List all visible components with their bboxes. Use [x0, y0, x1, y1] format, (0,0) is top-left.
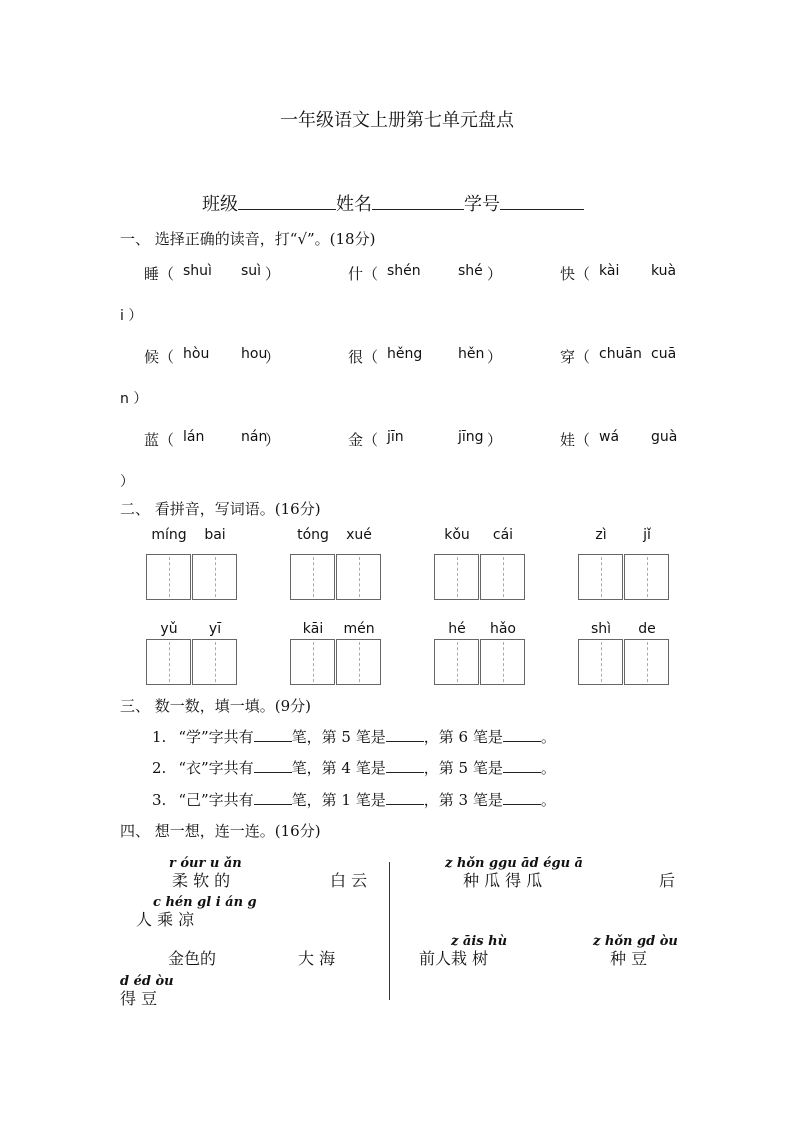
char-label: 什（	[348, 265, 379, 283]
pinyin-dedou: d éd òu	[120, 974, 174, 989]
pinyin-option-b[interactable]: nán	[241, 429, 268, 445]
pinyin-prompt: cái	[492, 527, 514, 543]
pinyin-option-b[interactable]: hěn	[458, 346, 485, 362]
pinyin-option-b[interactable]: shé	[458, 263, 483, 279]
item-number: 1.	[152, 728, 167, 746]
writing-box[interactable]	[336, 554, 381, 600]
pinyin-prompt: xué	[346, 527, 372, 543]
close-paren: ）	[265, 265, 281, 283]
item-text: ，第 3 笔是	[423, 791, 503, 809]
pinyin-option-b[interactable]: suì	[241, 263, 262, 279]
section-2-heading: 二、 看拼音，写词语。(16分)	[120, 500, 321, 518]
pinyin-prompt: hǎo	[489, 621, 517, 637]
pinyin-zhongdou: z hǒn gd òu	[593, 934, 678, 949]
item-text: 笔，第 5 笔是	[291, 728, 386, 746]
wrapped-text: n ）	[120, 391, 148, 407]
item-text: 笔，第 4 笔是	[291, 759, 386, 777]
close-paren: ）	[487, 265, 503, 283]
pinyin-prompt: míng	[151, 527, 187, 543]
char-label: 蓝（	[144, 431, 175, 449]
stroke-blank-2[interactable]	[503, 790, 541, 805]
pinyin-zhongguadegua: z hǒn ggu ād égu ā	[445, 856, 583, 871]
pinyin-option-a[interactable]: hěng	[387, 346, 423, 362]
writing-box[interactable]	[480, 554, 525, 600]
word-jinsede[interactable]: 金色的	[168, 949, 217, 968]
item-number: 3.	[152, 791, 167, 809]
wrapped-text: i ）	[120, 308, 143, 324]
student-info-line	[202, 190, 584, 216]
close-paren: ）	[265, 348, 281, 366]
pinyin-option-a[interactable]: kài	[599, 263, 620, 279]
pinyin-option-a[interactable]: lán	[183, 429, 205, 445]
pinyin-option-b[interactable]: cuā	[651, 346, 677, 362]
item-text: “学”字共有	[178, 728, 254, 746]
pinyin-prompt: mén	[343, 621, 375, 637]
number-label: 学号	[464, 194, 500, 215]
item-text: “衣”字共有	[178, 759, 254, 777]
stroke-blank-2[interactable]	[503, 758, 541, 773]
pinyin-option-a[interactable]: shén	[387, 263, 421, 279]
fill-item	[152, 789, 556, 810]
stroke-count-blank[interactable]	[254, 790, 292, 805]
writing-box[interactable]	[290, 639, 335, 685]
stroke-blank-1[interactable]	[386, 758, 424, 773]
item-number: 2.	[152, 759, 167, 777]
word-dahai[interactable]: 大 海	[298, 949, 336, 968]
pinyin-prompt: kāi	[302, 621, 324, 637]
writing-box[interactable]	[192, 639, 237, 685]
word-zhongdou[interactable]: 种 豆	[610, 949, 648, 968]
word-qianrenzaishu[interactable]: 前人栽 树	[419, 949, 489, 968]
name-blank[interactable]	[372, 191, 464, 210]
number-blank[interactable]	[500, 191, 584, 210]
writing-box[interactable]	[578, 554, 623, 600]
writing-box[interactable]	[192, 554, 237, 600]
word-renchengliang[interactable]: 人 乘 凉	[136, 910, 195, 929]
char-label: 快（	[560, 265, 591, 283]
stroke-count-blank[interactable]	[254, 727, 292, 742]
pinyin-option-a[interactable]: wá	[599, 429, 620, 445]
char-label: 候（	[144, 348, 175, 366]
stroke-blank-2[interactable]	[503, 727, 541, 742]
pinyin-option-b[interactable]: guà	[651, 429, 678, 445]
char-label: 金（	[348, 431, 379, 449]
stroke-count-blank[interactable]	[254, 758, 292, 773]
section-1-heading: 一、 选择正确的读音，打“√”。(18分)	[120, 230, 376, 248]
char-label: 睡（	[144, 265, 175, 283]
pinyin-prompt: yǔ	[160, 621, 178, 637]
close-paren: ）	[265, 431, 281, 449]
item-text: ，第 5 笔是	[423, 759, 503, 777]
pinyin-zaishu: z āis hù	[451, 934, 508, 949]
divider-line	[389, 862, 390, 1000]
char-label: 娃（	[560, 431, 591, 449]
section-3-heading: 三、 数一数，填一填。(9分)	[120, 697, 312, 715]
pinyin-rouruan: r óur u ǎn	[169, 856, 242, 871]
fill-item	[152, 757, 556, 778]
writing-box[interactable]	[624, 639, 669, 685]
word-baiyun[interactable]: 白 云	[330, 871, 368, 890]
item-end: 。	[540, 728, 556, 746]
item-end: 。	[540, 759, 556, 777]
class-label: 班级	[202, 194, 238, 215]
writing-box[interactable]	[480, 639, 525, 685]
class-blank[interactable]	[238, 191, 336, 210]
writing-box[interactable]	[578, 639, 623, 685]
writing-box[interactable]	[290, 554, 335, 600]
writing-box[interactable]	[434, 554, 479, 600]
item-text: ，第 6 笔是	[423, 728, 503, 746]
writing-box[interactable]	[336, 639, 381, 685]
pinyin-prompt: jǐ	[643, 527, 651, 543]
page-title: 一年级语文上册第七单元盘点	[280, 110, 514, 131]
pinyin-prompt: tóng	[297, 527, 329, 543]
pinyin-option-b[interactable]: jīng	[458, 429, 484, 445]
pinyin-prompt: hé	[448, 621, 466, 637]
item-text: 笔，第 1 笔是	[291, 791, 386, 809]
word-rouruande[interactable]: 柔 软 的	[172, 871, 231, 890]
word-zhongguadegua[interactable]: 种 瓜 得 瓜	[463, 871, 543, 890]
writing-box[interactable]	[624, 554, 669, 600]
close-paren: ）	[487, 348, 503, 366]
word-dedou[interactable]: 得 豆	[120, 989, 158, 1008]
pinyin-prompt: de	[638, 621, 656, 637]
pinyin-option-a[interactable]: chuān	[599, 346, 642, 362]
pinyin-chengliang: c hén gl i án g	[153, 895, 257, 910]
pinyin-option-a[interactable]: jīn	[387, 429, 404, 445]
pinyin-prompt: yī	[208, 621, 222, 637]
writing-box[interactable]	[146, 554, 191, 600]
pinyin-prompt: bai	[204, 527, 226, 543]
pinyin-option-b[interactable]: hou	[241, 346, 268, 362]
pinyin-prompt: kǒu	[444, 527, 470, 543]
pinyin-prompt: shì	[590, 621, 612, 637]
wrapped-text: ）	[120, 474, 134, 490]
word-hou[interactable]: 后	[659, 871, 676, 890]
section-4-heading: 四、 想一想，连一连。(16分)	[120, 822, 321, 840]
writing-box[interactable]	[146, 639, 191, 685]
pinyin-option-a[interactable]: hòu	[183, 346, 210, 362]
fill-item	[152, 726, 556, 747]
writing-box[interactable]	[434, 639, 479, 685]
name-label: 姓名	[336, 194, 372, 215]
close-paren: ）	[487, 431, 503, 449]
char-label: 很（	[348, 348, 379, 366]
pinyin-option-a[interactable]: shuì	[183, 263, 212, 279]
pinyin-option-b[interactable]: kuà	[651, 263, 677, 279]
stroke-blank-1[interactable]	[386, 727, 424, 742]
char-label: 穿（	[560, 348, 591, 366]
pinyin-prompt: zì	[595, 527, 607, 543]
item-end: 。	[540, 791, 556, 809]
item-text: “己”字共有	[178, 791, 254, 809]
stroke-blank-1[interactable]	[386, 790, 424, 805]
